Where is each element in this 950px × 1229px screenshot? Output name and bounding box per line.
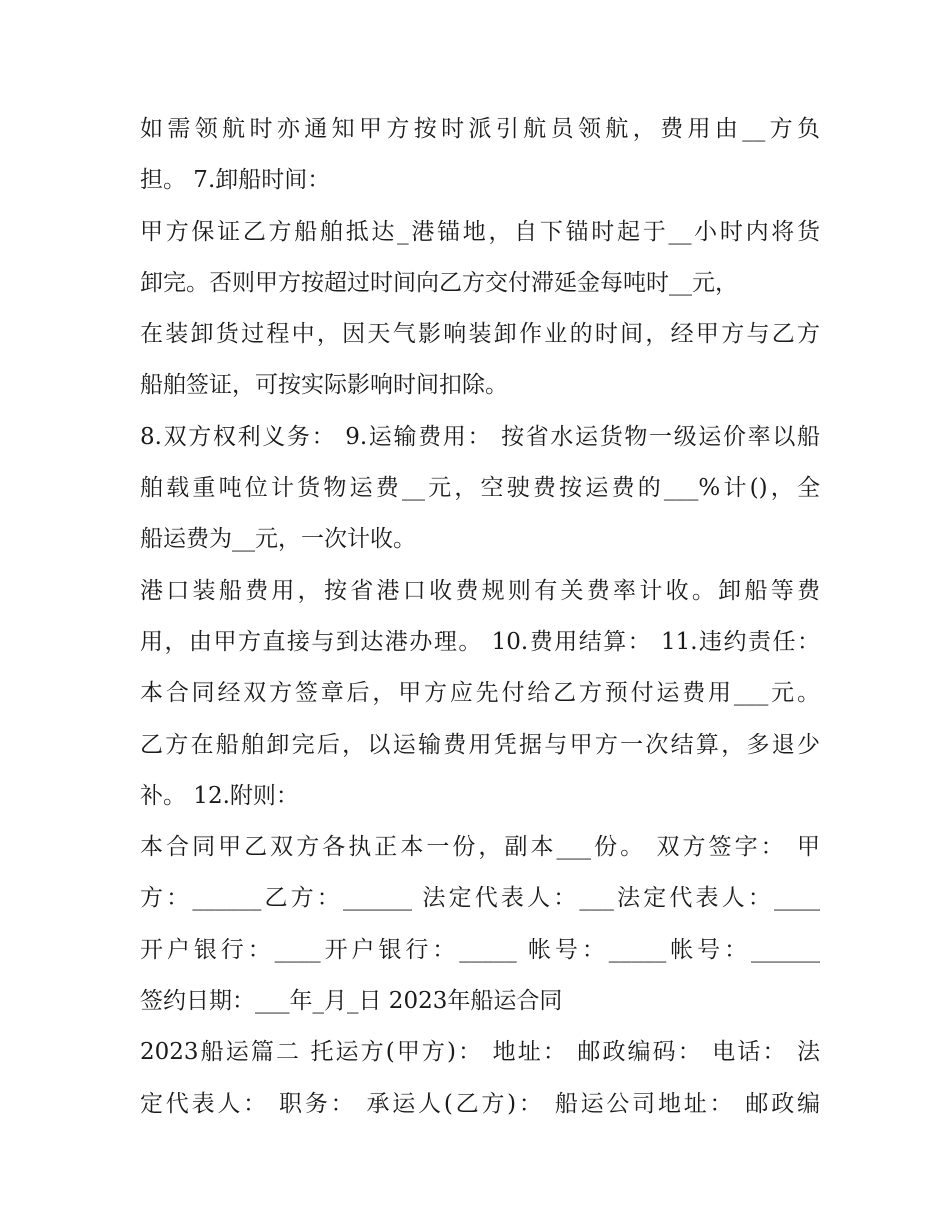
text-line: 2023船运篇二 托运方(甲方)： 地址： 邮政编码： 电话： 法: [140, 1039, 820, 1066]
text-line: 担。 7.卸船时间：: [140, 167, 331, 194]
text-line: 本合同甲乙双方各执正本一份，副本___份。 双方签字： 甲: [140, 834, 820, 861]
text-line: 船舶签证，可按实际影响时间扣除。: [140, 372, 508, 399]
text-line: 舶载重吨位计货物运费__元，空驶费按运费的___%计()，全: [140, 475, 820, 502]
text-line: 补。 12.附则：: [140, 782, 299, 809]
text-line: 卸完。否则甲方按超过时间向乙方交付滞延金每吨时__元，: [140, 269, 738, 296]
text-line: 船运费为__元，一次计收。: [140, 526, 416, 553]
text-line: 港口装船费用，按省港口收费规则有关费率计收。卸船等费: [140, 577, 820, 604]
text-line: 用，由甲方直接与到达港办理。 10.费用结算： 11.违约责任：: [140, 628, 820, 655]
text-line: 如需领航时亦通知甲方按时派引航员领航，费用由__方负: [140, 116, 820, 142]
text-line: 8.双方权利义务： 9.运输费用： 按省水运货物一级运价率以船: [140, 423, 820, 450]
text-line: 甲方保证乙方船舶抵达_港锚地，自下锚时起于__小时内将货: [140, 218, 820, 245]
text-line: 开户银行：____开户银行：_____ 帐号：_____帐号：______: [140, 936, 820, 963]
text-line: 方：______乙方：______ 法定代表人：___法定代表人：____: [140, 885, 820, 912]
text-line: 签约日期：___年_月_日 2023年船运合同: [140, 988, 563, 1015]
text-line: 乙方在船舶卸完后，以运输费用凭据与甲方一次结算，多退少: [140, 731, 820, 758]
text-line: 在装卸货过程中，因天气影响装卸作业的时间，经甲方与乙方: [140, 321, 820, 348]
text-line: 本合同经双方签章后，甲方应先付给乙方预付运费用___元。: [140, 680, 820, 707]
text-line: 定代表人： 职务： 承运人(乙方)： 船运公司地址： 邮政编: [140, 1090, 820, 1117]
document-body: [140, 104, 820, 1130]
